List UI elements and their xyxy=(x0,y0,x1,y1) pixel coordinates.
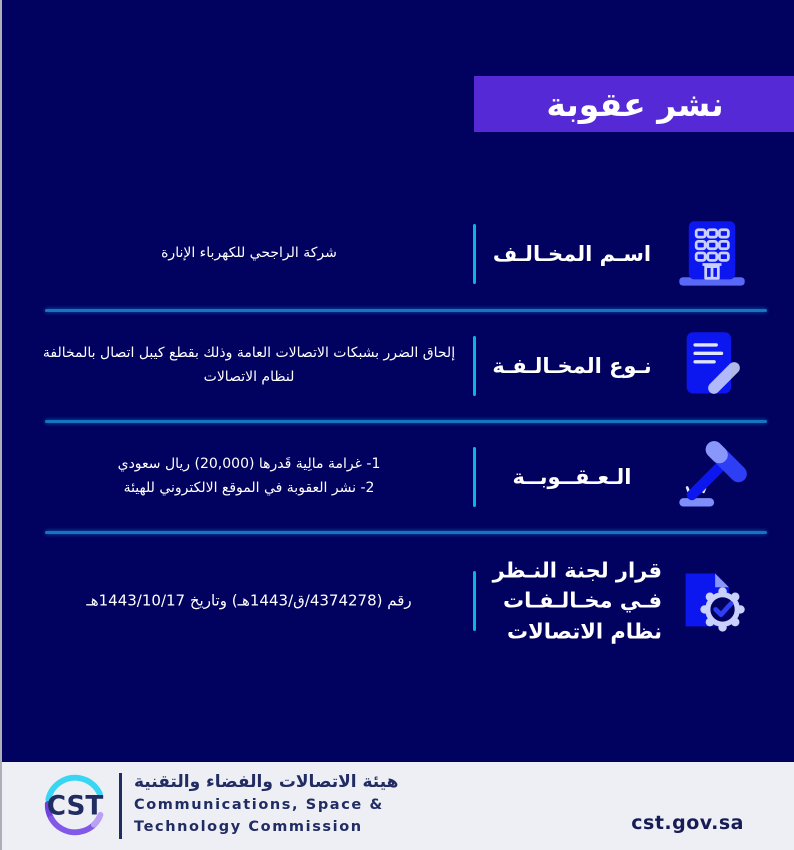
cyan-divider xyxy=(473,224,476,284)
row-label-penalty: الـعـقــوبــة xyxy=(512,465,632,489)
row-label-violation-type: نـوع المخـالـفـة xyxy=(492,354,652,378)
separator-line xyxy=(45,309,767,312)
row-label-violator-name: اسـم المخـالـف xyxy=(492,242,652,266)
penalty-value: 1- غرامة مالِية قَدرها (20,000) ريال سعودي 2- نشر العقوبة في الموقع الالكتروني للهيئة xyxy=(117,456,381,496)
violator-name-value: شركة الراجحي للكهرباء الإنارة xyxy=(161,245,337,262)
cst-logo-text: CST xyxy=(46,791,104,822)
cyan-divider xyxy=(473,336,476,396)
org-name-block xyxy=(134,772,398,839)
row-violator-name xyxy=(2,198,794,310)
row-penalty xyxy=(2,426,794,528)
violation-type-value: إلحاق الضرر بشبكات الاتصالات العامة وذلك بقطع كيبل اتصال بالمخالفة لنظام الاتصالات xyxy=(42,345,456,385)
stamped-decision-icon xyxy=(670,563,754,639)
building-icon xyxy=(670,216,754,292)
footer xyxy=(2,762,794,850)
separator-line xyxy=(45,420,767,423)
cyan-divider xyxy=(473,447,476,507)
org-name-arabic: هيئة الاتصالات والفضاء والتقنية xyxy=(134,772,399,792)
cyan-divider xyxy=(473,571,476,631)
cst-logo-icon xyxy=(38,769,112,843)
decision-number-value: رقم (4374278/ق/1443هـ) وتاريخ 1443/10/17هـ xyxy=(86,591,412,610)
row-violation-type xyxy=(2,315,794,417)
website-url: cst.gov.sa xyxy=(631,812,744,834)
separator-line xyxy=(45,531,767,534)
org-name-english: Communications, Space & Technology Commission xyxy=(134,797,384,835)
row-committee-decision xyxy=(2,540,794,662)
row-label-committee-decision: قرار لجنة النـظر فـي مخـالـفـات نظام الاتصالات xyxy=(492,558,662,644)
page-title: نشر عقوبة xyxy=(474,76,794,132)
document-pencil-icon xyxy=(670,328,754,404)
gavel-icon xyxy=(670,439,754,515)
footer-divider xyxy=(119,773,122,839)
